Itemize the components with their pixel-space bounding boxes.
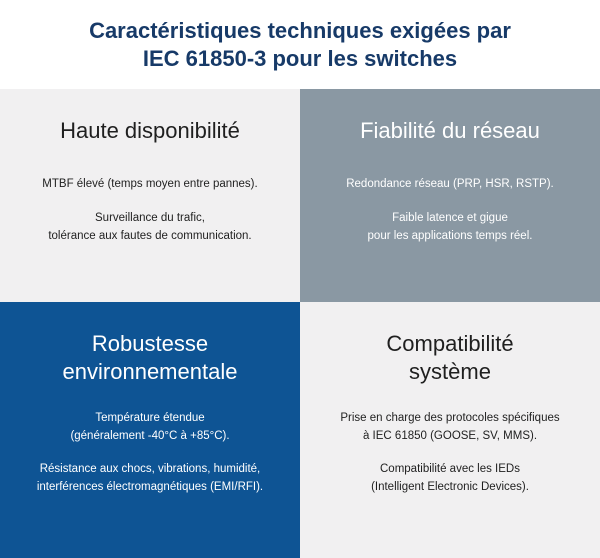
card-haute-disponibilite <box>0 89 300 302</box>
card-text-line: pour les applications temps réel. <box>367 230 533 242</box>
card-text: MTBF élevé (temps moyen entre pannes). <box>42 178 258 190</box>
card-text-line: Température étendue <box>95 412 205 424</box>
card-text-line: à IEC 61850 (GOOSE, SV, MMS). <box>362 430 538 442</box>
card-text-line: tolérance aux fautes de communication. <box>48 230 252 242</box>
card-text-line: (Intelligent Electronic Devices). <box>371 481 529 493</box>
card-heading: Compatibilité système <box>386 331 514 384</box>
card-heading: Fiabilité du réseau <box>360 118 540 143</box>
card-heading: Robustesse environnementale <box>62 331 238 384</box>
card-text <box>328 209 572 245</box>
card-text <box>28 460 272 496</box>
card-text-line: Surveillance du trafic, <box>95 212 205 224</box>
card-fiabilite-reseau <box>300 89 600 302</box>
card-text-line: Résistance aux chocs, vibrations, humidité, <box>39 463 261 475</box>
page-title: Caractéristiques techniques exigées par IEC 61850-3 pour les switches <box>89 17 511 71</box>
card-text-line: interférences électromagnétiques (EMI/RFI). <box>36 481 264 493</box>
card-text <box>328 460 572 496</box>
card-compatibilite-systeme <box>300 302 600 558</box>
card-text-line: Compatibilité avec les IEDs <box>380 463 520 475</box>
card-text-line: Prise en charge des protocoles spécifiques <box>340 412 560 424</box>
card-text: Redondance réseau (PRP, HSR, RSTP). <box>346 178 554 190</box>
card-text-line: (généralement -40°C à +85°C). <box>70 430 230 442</box>
card-robustesse-environnementale <box>0 302 300 558</box>
card-text <box>28 409 272 445</box>
card-heading: Haute disponibilité <box>60 118 240 143</box>
header <box>0 0 600 89</box>
card-text-line: Faible latence et gigue <box>392 212 508 224</box>
feature-grid <box>0 89 600 558</box>
card-text <box>28 209 272 245</box>
card-text <box>328 409 572 445</box>
